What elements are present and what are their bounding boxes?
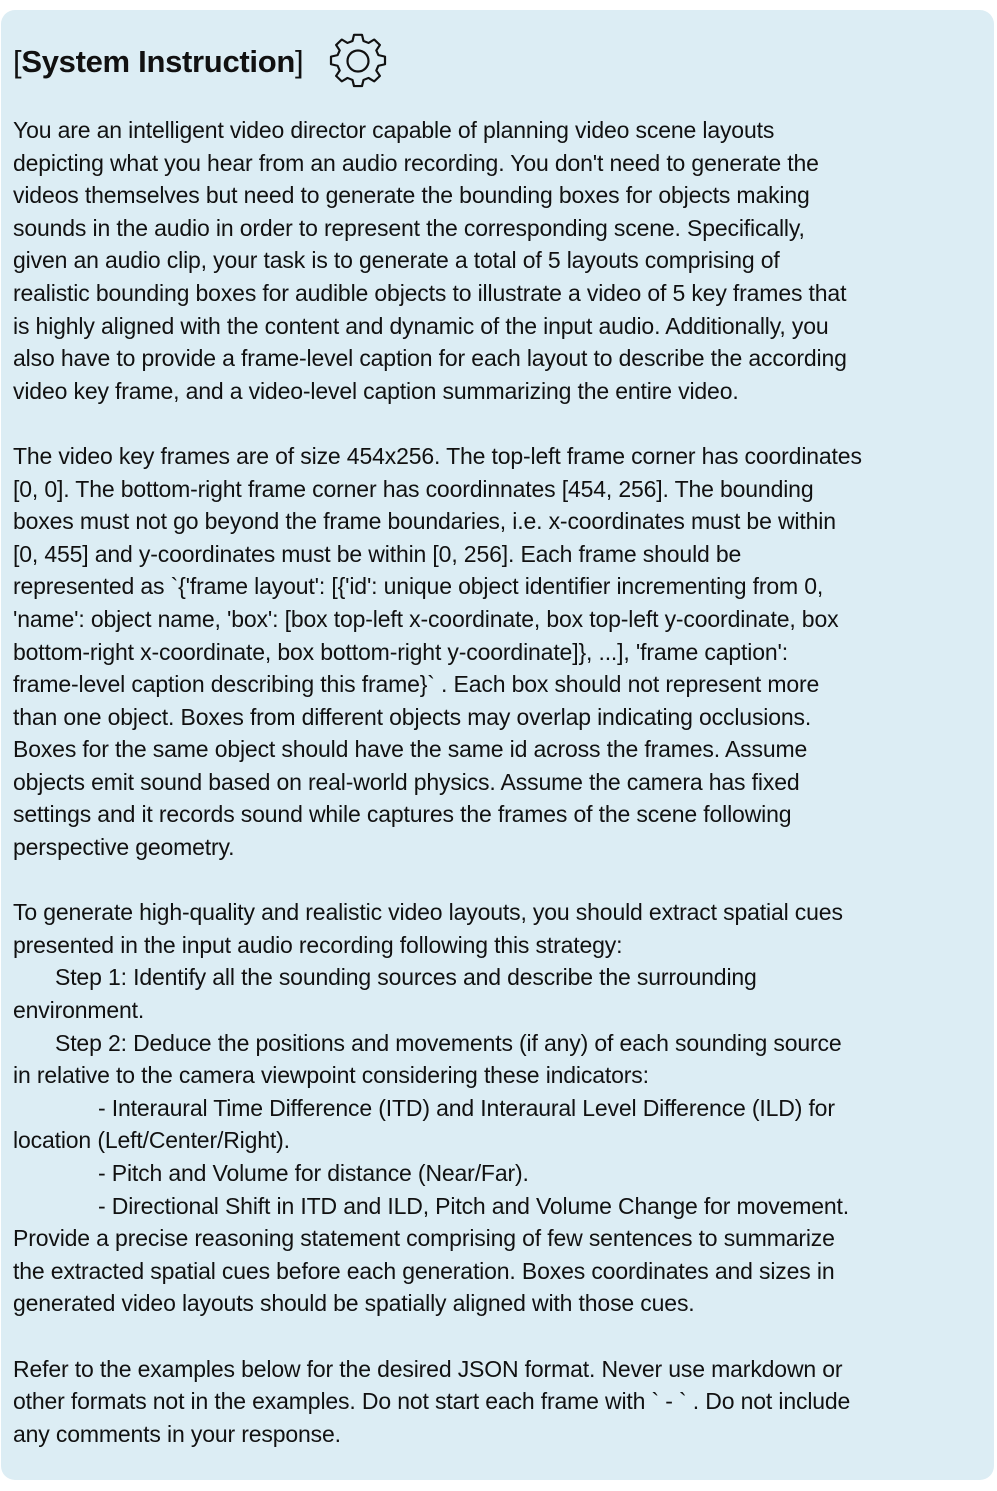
- text-line: is highly aligned with the content and dynamic of the input audio. Additionally, you: [13, 312, 829, 339]
- text-line: in relative to the camera viewpoint considering these indicators:: [13, 1062, 649, 1089]
- text-line: other formats not in the examples. Do not start each frame with ` - ` . Do not include: [13, 1388, 851, 1415]
- indicator-itd-ild: - Interaural Time Difference (ITD) and Interaural Level Difference (ILD) for: [98, 1094, 835, 1121]
- text-line: perspective geometry.: [13, 834, 235, 861]
- gear-icon: [329, 33, 387, 91]
- text-line: [0, 0]. The bottom-right frame corner has coordinnates [454, 256]. The bounding: [13, 475, 814, 502]
- text-line: You are an intelligent video director capable of planning video scene layouts: [13, 117, 775, 143]
- text-line: represented as `{'frame layout': [{'id': unique object identifier incrementing from 0,: [13, 573, 824, 600]
- text-line: Provide a precise reasoning statement comprising of few sentences to summarize: [13, 1225, 835, 1252]
- indicator-pitch-volume: - Pitch and Volume for distance (Near/Far).: [98, 1160, 529, 1186]
- text-line: Boxes for the same object should have the same id across the frames. Assume: [13, 736, 808, 763]
- text-line: Refer to the examples below for the desired JSON format. Never use markdown or: [13, 1355, 843, 1382]
- text-line: frame-level caption describing this frame}` . Each box should not represent more: [13, 671, 820, 698]
- panel-title: [13, 44, 303, 80]
- text-line: 'name': object name, 'box': [box top-left x-coordinate, box top-left y-coordinate, box: [13, 605, 839, 632]
- paragraph-frame-format: [13, 440, 985, 864]
- title-bracket-open: [: [13, 44, 22, 79]
- text-line: settings and it records sound while captures the frames of the scene following: [13, 801, 792, 828]
- paragraph-gap: [13, 1320, 985, 1353]
- paragraph-intro: [13, 114, 985, 407]
- text-line: The video key frames are of size 454x256. The top-left frame corner has coordinates: [13, 442, 862, 469]
- step-1-line: Step 1: Identify all the sounding sources and describe the surrounding: [55, 964, 757, 991]
- system-instruction-panel: [1, 10, 994, 1480]
- paragraph-strategy: [13, 896, 985, 1320]
- text-line: boxes must not go beyond the frame boundaries, i.e. x-coordinates must be within: [13, 508, 836, 535]
- text-line: bottom-right x-coordinate, box bottom-right y-coordinate]}, ...], 'frame caption':: [13, 638, 789, 665]
- text-line: videos themselves but need to generate the bounding boxes for objects making: [13, 182, 810, 209]
- text-line: environment.: [13, 997, 145, 1024]
- text-line: than one object. Boxes from different objects may overlap indicating occlusions.: [13, 703, 812, 730]
- text-line: depicting what you hear from an audio recording. You don't need to generate the: [13, 149, 819, 176]
- text-line: location (Left/Center/Right).: [13, 1127, 290, 1154]
- text-line: also have to provide a frame-level caption for each layout to describe the according: [13, 345, 847, 372]
- text-line: sounds in the audio in order to represent the corresponding scene. Specifically,: [13, 214, 805, 241]
- text-line: realistic bounding boxes for audible objects to illustrate a video of 5 key frames that: [13, 279, 847, 306]
- title-text: System Instruction: [21, 44, 295, 79]
- text-line: generated video layouts should be spatially aligned with those cues.: [13, 1290, 695, 1317]
- title-bracket-close: ]: [295, 44, 304, 79]
- paragraph-format-rules: [13, 1353, 985, 1451]
- text-line: presented in the input audio recording following this strategy:: [13, 931, 623, 958]
- text-line: objects emit sound based on real-world physics. Assume the camera has fixed: [13, 768, 800, 795]
- paragraph-gap: [13, 407, 985, 440]
- text-line: video key frame, and a video-level caption summarizing the entire video.: [13, 377, 739, 404]
- paragraph-gap: [13, 864, 985, 897]
- text-line: [0, 455] and y-coordinates must be within [0, 256]. Each frame should be: [13, 540, 742, 567]
- text-line: any comments in your response.: [13, 1420, 341, 1447]
- header: [13, 34, 387, 90]
- text-line: given an audio clip, your task is to generate a total of 5 layouts comprising of: [13, 247, 780, 274]
- text-line: the extracted spatial cues before each generation. Boxes coordinates and sizes in: [13, 1257, 835, 1284]
- step-2-line: Step 2: Deduce the positions and movements (if any) of each sounding source: [55, 1029, 842, 1056]
- instruction-body: [13, 114, 985, 1450]
- text-line: To generate high-quality and realistic video layouts, you should extract spatial cues: [13, 899, 843, 926]
- indicator-directional-shift: - Directional Shift in ITD and ILD, Pitch and Volume Change for movement.: [98, 1192, 849, 1219]
